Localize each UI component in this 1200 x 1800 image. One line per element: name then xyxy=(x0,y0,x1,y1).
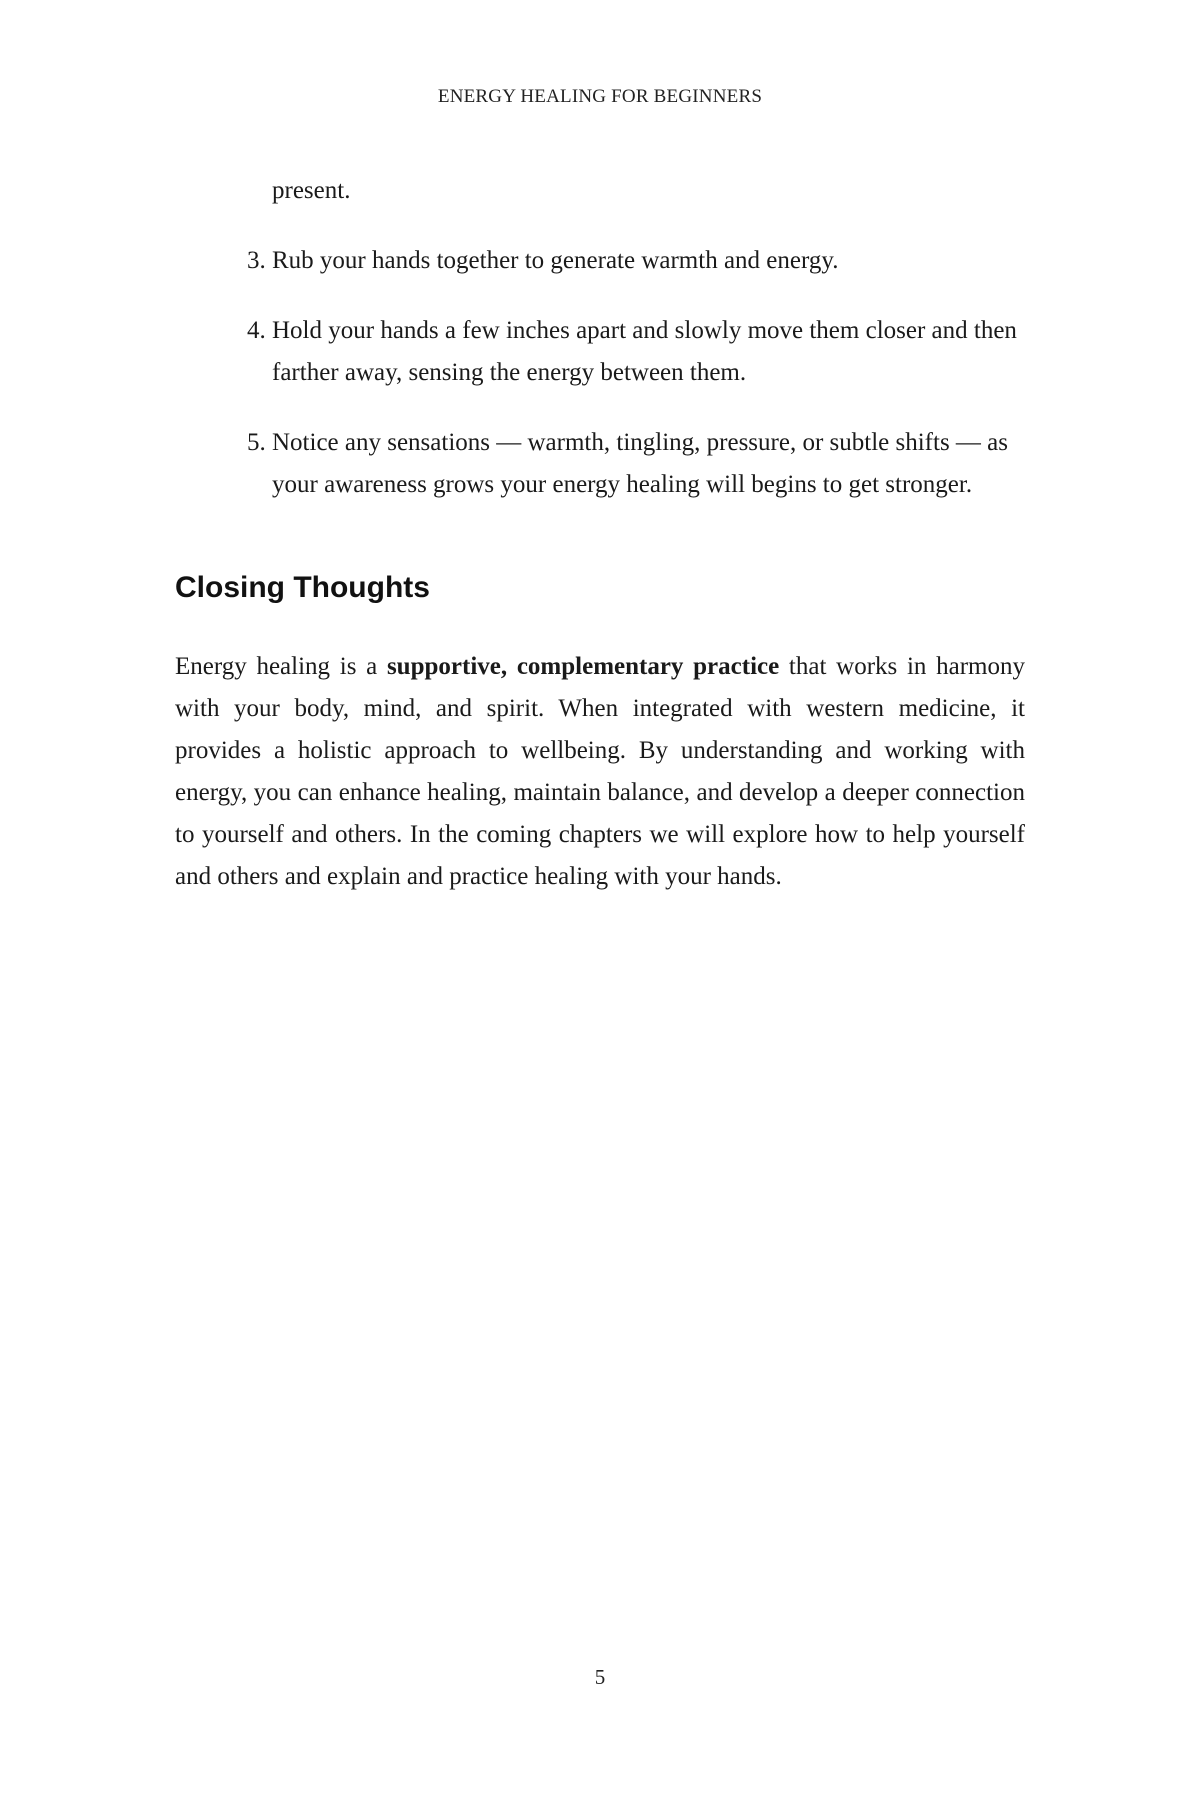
steps-list xyxy=(175,240,1025,506)
page-number: 5 xyxy=(594,1665,606,1689)
paragraph-rest-text: that works in harmony with your body, mind, and spirit. When integrated with western medicine, it provides a holistic approach to wellbeing. By understanding and working with energy, you can enhance healing, maintain balance, and develop a deeper connection to yourself and others. In the coming chapters we will explore how to help yourself and others and explain and practice healing with your hands. xyxy=(175,653,1025,890)
step-number: 5. xyxy=(247,429,266,456)
section-heading: Closing Thoughts xyxy=(175,571,430,604)
list-item xyxy=(175,422,1025,506)
step-text: Rub your hands together to generate warmth and energy. xyxy=(272,247,839,274)
step-number: 4. xyxy=(247,317,266,344)
step-number: 3. xyxy=(247,247,266,274)
running-header: ENERGY HEALING FOR BEGINNERS xyxy=(437,86,763,107)
list-item xyxy=(175,310,1025,394)
step-continuation-text: present. xyxy=(272,177,351,204)
step-text: Hold your hands a few inches apart and slowly move them closer and then farther away, sensing the energy between them. xyxy=(272,317,1017,386)
list-item xyxy=(175,240,1025,282)
page-content xyxy=(175,170,1025,898)
closing-paragraph xyxy=(175,646,1025,898)
paragraph-emphasis-text: supportive, complementary practice xyxy=(386,653,780,680)
step-text: Notice any sensations — warmth, tingling, pressure, or subtle shifts — as your awareness grows your energy healing will begins to get stronger. xyxy=(272,429,1008,498)
paragraph-lead-text: Energy healing is a xyxy=(175,653,387,680)
